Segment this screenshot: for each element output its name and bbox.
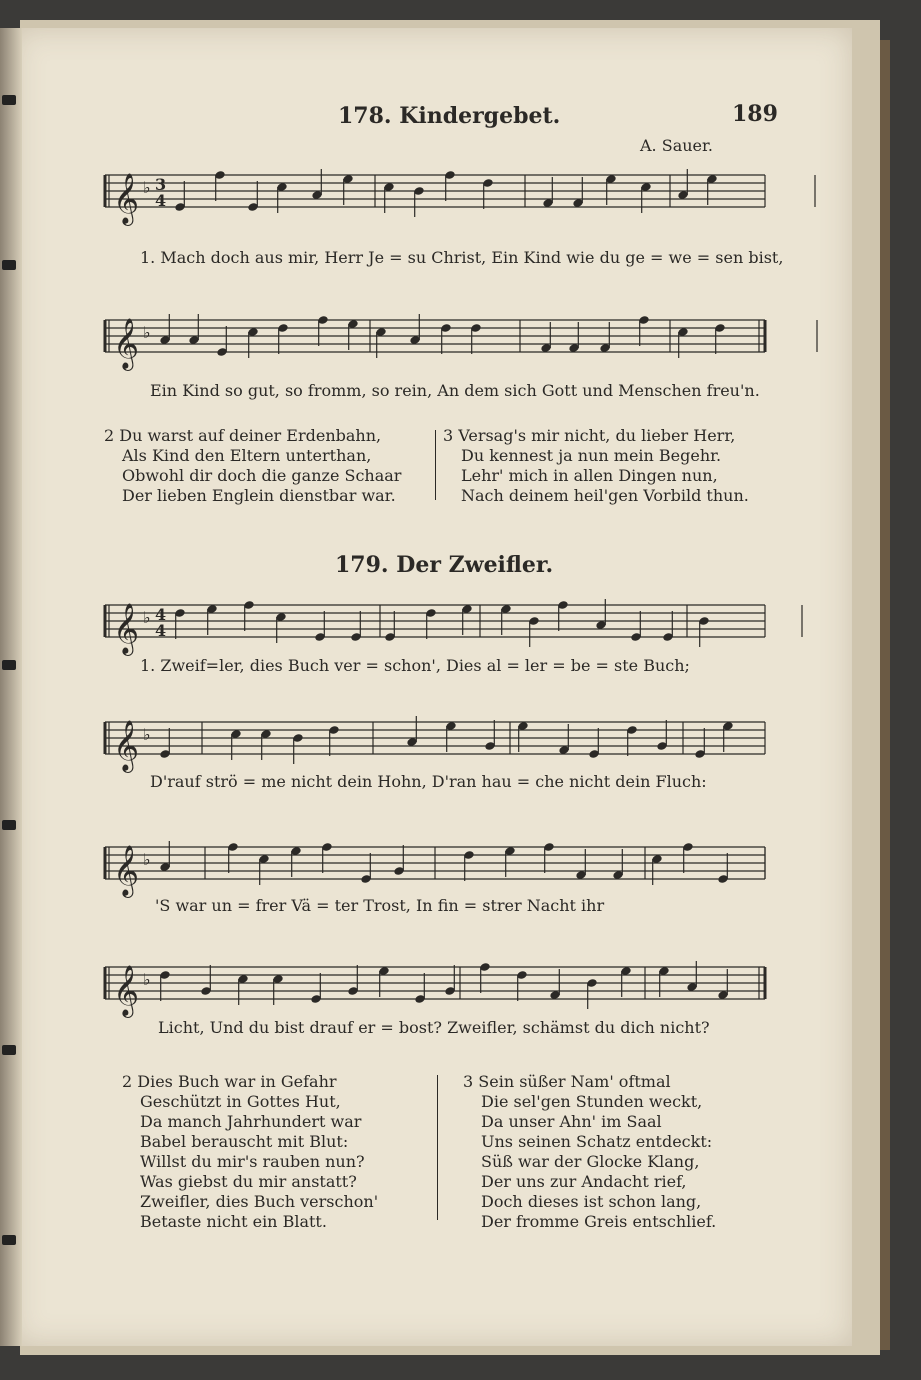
staff-lines: [105, 175, 765, 207]
hymn-179-title: 179. Der Zweifler.: [335, 552, 554, 578]
verse-line: Nach deinem heil'gen Vorbild thun.: [461, 486, 749, 505]
staff-lines: [105, 605, 765, 637]
hymn-178-staff-1: [105, 165, 770, 245]
verse-line: Da unser Ahn' im Saal: [481, 1112, 662, 1131]
verse-line: Geschützt in Gottes Hut,: [140, 1092, 341, 1111]
verse-line: Zweifler, dies Buch verschon': [140, 1192, 379, 1211]
page-number: 189: [732, 101, 778, 127]
treble-clef-icon: 𝄞: [113, 720, 140, 771]
binding-hole: [2, 260, 16, 270]
verse-divider: [437, 1075, 438, 1220]
verse-line: Da manch Jahrhundert war: [140, 1112, 362, 1131]
verse-line: 2 Dies Buch war in Gefahr: [122, 1072, 337, 1091]
treble-clef-icon: 𝄞: [113, 965, 140, 1016]
hymn-179-lyrics-1: 1. Zweif=ler, dies Buch ver = schon', Dies al = ler = be = ste Buch;: [140, 656, 690, 675]
binding-hole: [2, 820, 16, 830]
hymn-179-lyrics-3: 'S war un = frer Vä = ter Trost, In fin = strer Nacht ihr: [155, 896, 605, 915]
verse-line: Babel berauscht mit Blut:: [140, 1132, 349, 1151]
hymn-178-lyrics-1: 1. Mach doch aus mir, Herr Je = su Christ, Ein Kind wie du ge = we = sen bist,: [140, 248, 784, 267]
time-signature-bottom: 4: [155, 191, 167, 210]
verse-line: Uns seinen Schatz entdeckt:: [481, 1132, 713, 1151]
verse-line: 2 Du warst auf deiner Erdenbahn,: [104, 426, 382, 445]
hymn-179-staff-4: [105, 957, 770, 1027]
hymn-178-lyrics-2: Ein Kind so gut, so fromm, so rein, An dem sich Gott und Menschen freu'n.: [150, 381, 760, 400]
time-signature-top: 4: [155, 605, 167, 624]
flat-icon: ♭: [143, 608, 151, 627]
verse-line: Obwohl dir doch die ganze Schaar: [122, 466, 402, 485]
verse-line: Der uns zur Andacht rief,: [481, 1172, 687, 1191]
verse-line: Was giebst du mir anstatt?: [140, 1172, 357, 1191]
verse-line: Willst du mir's rauben nun?: [140, 1152, 365, 1171]
verse-line: Betaste nicht ein Blatt.: [140, 1212, 327, 1231]
binding-hole: [2, 95, 16, 105]
hymn-178-composer: A. Sauer.: [640, 136, 713, 155]
hymn-179-lyrics-4: Licht, Und du bist drauf er = bost? Zweifler, schämst du dich nicht?: [158, 1018, 710, 1037]
verse-line: 3 Versag's mir nicht, du lieber Herr,: [443, 426, 736, 445]
staff-lines: [105, 320, 765, 352]
hymn-179-verse-2: [122, 1072, 378, 1232]
verse-line: Doch dieses ist schon lang,: [481, 1192, 702, 1211]
treble-clef-icon: 𝄞: [113, 318, 140, 369]
hymn-178-staff-2: [105, 310, 770, 390]
hymn-179-staff-1: [105, 595, 770, 665]
flat-icon: ♭: [143, 970, 151, 989]
verse-line: Der fromme Greis entschlief.: [481, 1212, 717, 1231]
verse-line: Süß war der Glocke Klang,: [481, 1152, 700, 1171]
hymn-178-verse-3: [443, 426, 749, 506]
time-signature-bottom: 4: [155, 621, 167, 640]
verse-line: Die sel'gen Stunden weckt,: [481, 1092, 703, 1111]
treble-clef-icon: 𝄞: [113, 173, 140, 224]
hymn-178-title: 178. Kindergebet.: [338, 103, 561, 129]
hymn-178-verse-2: [104, 426, 401, 506]
hymn-179-verse-3: [463, 1072, 716, 1232]
flat-icon: ♭: [143, 850, 151, 869]
verse-line: Du kennest ja nun mein Begehr.: [461, 446, 722, 465]
verse-line: Lehr' mich in allen Dingen nun,: [461, 466, 718, 485]
flat-icon: ♭: [143, 725, 151, 744]
binding-hole: [2, 660, 16, 670]
binding-hole: [2, 1235, 16, 1245]
binding-gutter: [0, 28, 22, 1346]
verse-line: Der lieben Englein dienstbar war.: [122, 486, 396, 505]
verse-line: Als Kind den Eltern unterthan,: [122, 446, 372, 465]
binding-hole: [2, 1045, 16, 1055]
time-signature-top: 3: [155, 175, 167, 194]
verse-line: 3 Sein süßer Nam' oftmal: [463, 1072, 671, 1091]
flat-icon: ♭: [143, 178, 151, 197]
hymn-179-lyrics-2: D'rauf strö = me nicht dein Hohn, D'ran hau = che nicht dein Fluch:: [150, 772, 707, 791]
flat-icon: ♭: [143, 323, 151, 342]
verse-divider: [435, 430, 436, 500]
treble-clef-icon: 𝄞: [113, 845, 140, 896]
treble-clef-icon: 𝄞: [113, 603, 140, 654]
